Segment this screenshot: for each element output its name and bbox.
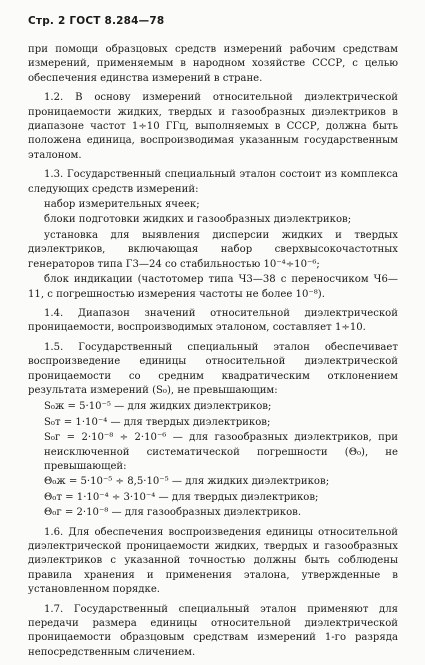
formula-theta-gas: Θ₀г = 2·10⁻⁸ — для газообразных диэлектриков.: [44, 507, 302, 519]
paragraph-1-7: 1.7. Государственный специальный эталон применяют для передачи размера единицы относительной диэлектрической проницаемости образцовым средствам измерений 1-го разряда непосредственным сличением.: [28, 603, 398, 658]
formula-theta-solid: Θ₀т = 1·10⁻⁴ ÷ 3·10⁻⁴ — для твердых диэлектриков;: [44, 491, 319, 503]
paragraph-1-5: 1.5. Государственный специальный эталон обеспечивает воспроизведение единицы относительной диэлектрической проницаемости со средним квадратическим отклонением результата измерений (S₀), не превышающим:: [28, 341, 398, 396]
formula-s0-gas: S₀г = 2·10⁻⁸ ÷ 2·10⁻⁶ — для газообразных диэлектриков, при неисключенной систематической погрешности (Θ₀), не превышающей:: [44, 432, 398, 472]
formula-s0-solid: S₀т = 1·10⁻⁴ — для твердых диэлектриков;: [44, 416, 271, 428]
formula-theta-liquid: Θ₀ж = 5·10⁻⁵ ÷ 8,5·10⁻⁵ — для жидких диэлектриков;: [44, 476, 330, 488]
formula-s0-liquid: S₀ж = 5·10⁻⁵ — для жидких диэлектриков;: [44, 401, 272, 413]
paragraph-1-4: 1.4. Диапазон значений относительной диэлектрической проницаемости, воспроизводимых эталоном, составляет 1÷10.: [28, 307, 398, 334]
list-item-dispersion-setup: установка для выявления дисперсии жидких и твердых диэлектриков, включающая набор сверхвысокочастотных генераторов типа Г3—24 со стабильностью 10⁻⁴÷10⁻⁶;: [28, 229, 398, 270]
paragraph-1-6: 1.6. Для обеспечения воспроизведения единицы относительной диэлектрической проницаемости жидких, твердых и газообразных диэлектриков с указанной точностью должны быть соблюдены правила хранения и применения эталона, утвержденные в установленном порядке.: [28, 526, 398, 596]
paragraph-continuation: при помощи образцовых средств измерений рабочим средствам измерений, применяемым в народном хозяйстве СССР, с целью обеспечения единства измерений в стране.: [28, 44, 398, 84]
page-header: Стр. 2 ГОСТ 8.284—78: [28, 15, 165, 27]
paragraph-1-3: 1.3. Государственный специальный эталон состоит из комплекса следующих средств измерений:: [28, 169, 398, 195]
list-item-cells: набор измерительных ячеек;: [44, 199, 200, 211]
list-item-indication-block: блок индикации (частотомер типа Ч3—38 с переносчиком Ч6—11, с погрешностью измерения частоты не более 10⁻⁸).: [28, 274, 398, 300]
paragraph-1-2: 1.2. В основу измерений относительной диэлектрической проницаемости жидких, твердых и газообразных диэлектриков в диапазоне частот 1÷10 ГГц, выполняемых в СССР, должна быть положена единица, воспроизводимая указанным государственным эталоном.: [28, 92, 398, 161]
list-item-prep-blocks: блоки подготовки жидких и газообразных диэлектриков;: [44, 214, 352, 226]
document-body: [28, 43, 398, 665]
